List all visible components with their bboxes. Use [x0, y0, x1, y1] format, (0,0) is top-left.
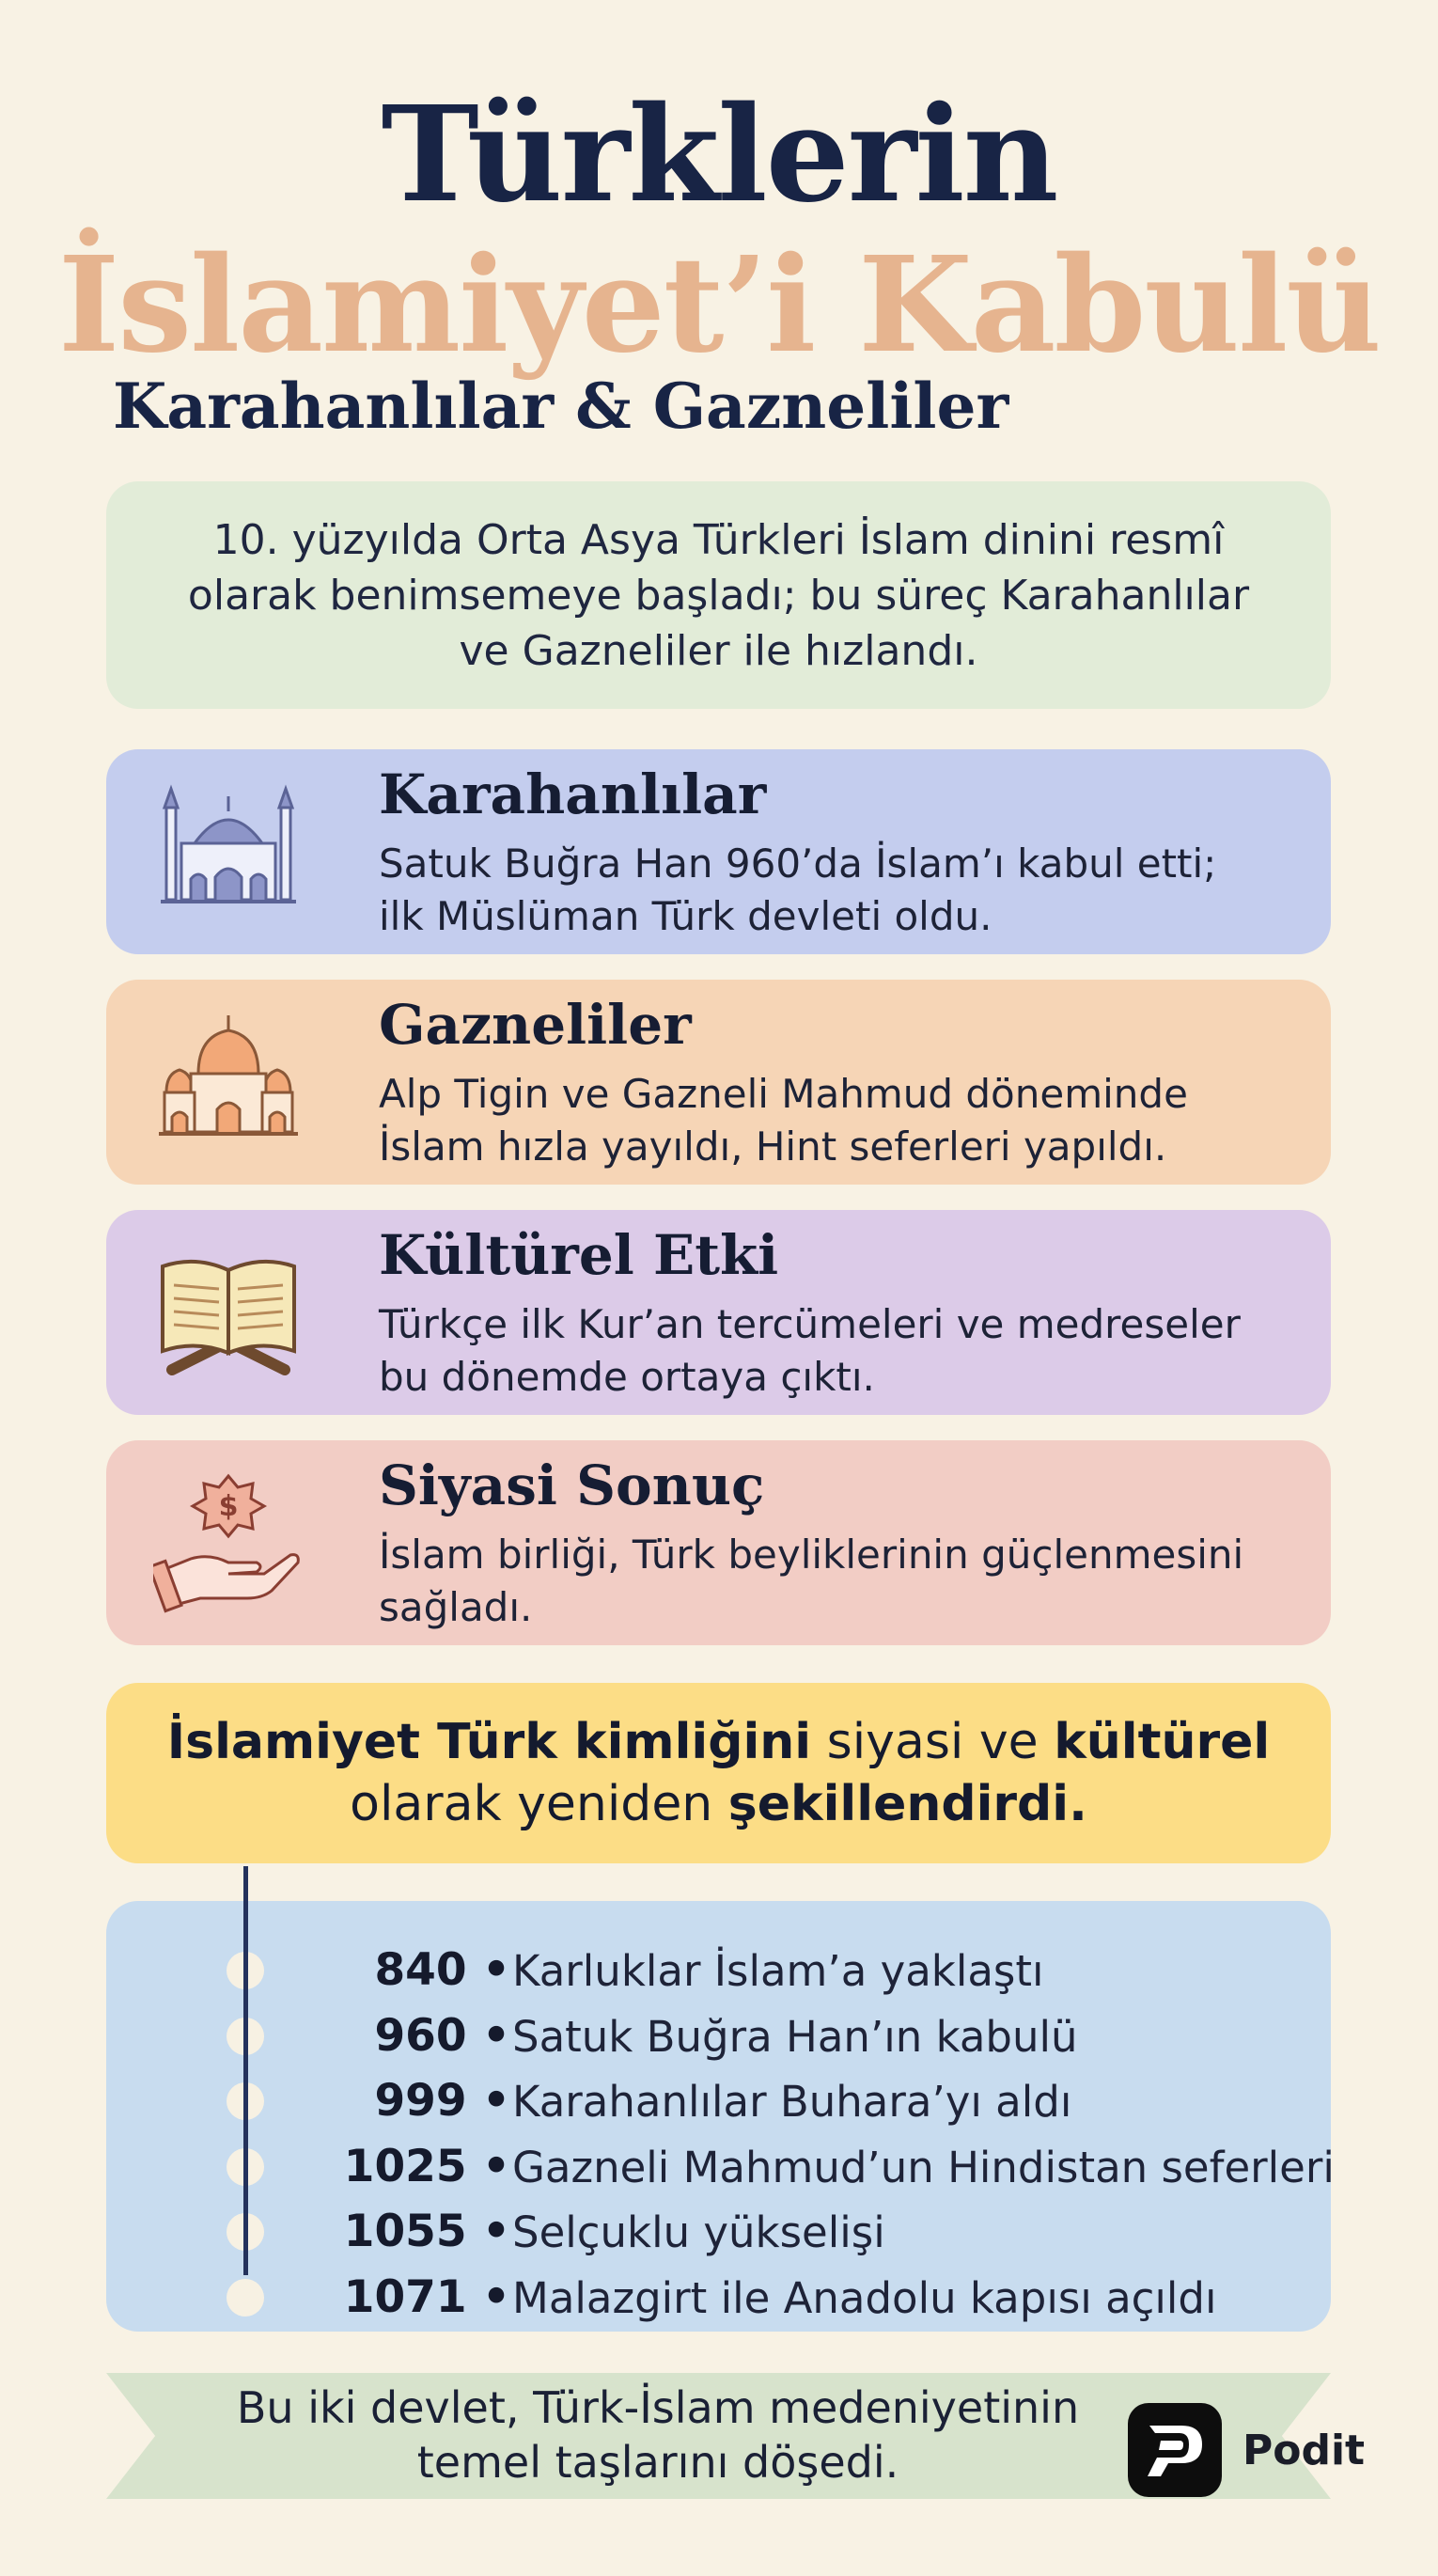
podit-logo-icon [1128, 2403, 1222, 2497]
section-title: Kültürel Etki [379, 1223, 779, 1287]
highlight-bold: İslamiyet Türk kimliğini [166, 1714, 812, 1770]
section-text-line: Türkçe ilk Kur’an tercümeleri ve medreseler [379, 1301, 1241, 1347]
timeline-box [106, 1901, 1335, 2332]
section-text [379, 1298, 1241, 1404]
timeline-row [106, 2200, 1331, 2266]
timeline-list [106, 1939, 1335, 2331]
section-gazneliler [106, 980, 1331, 1185]
highlight-normal: siyasi ve [811, 1714, 1055, 1770]
timeline-row [106, 2004, 1331, 2070]
timeline-year: 1071 • [343, 2270, 510, 2323]
section-text-line: sağladı. [379, 1584, 533, 1630]
section-text-line: İslam hızla yayıldı, Hint seferleri yapıldı. [379, 1123, 1167, 1170]
section-text-line: ilk Müslüman Türk devleti oldu. [379, 893, 993, 939]
section-text [379, 1529, 1243, 1634]
intro-line: 10. yüzyılda Orta Asya Türkleri İslam dinini resmî [212, 515, 1225, 564]
timeline-event: Karluklar İslam’a yaklaştı [512, 1946, 1044, 1996]
timeline-row [106, 1939, 1331, 2004]
highlight-banner [106, 1683, 1331, 1863]
timeline-year: 999 • [374, 2075, 510, 2127]
footer-line: Bu iki devlet, Türk-İslam medeniyetinin [236, 2382, 1080, 2433]
timeline-event: Selçuklu yükselişi [512, 2207, 885, 2257]
footer-text [188, 2380, 1128, 2490]
page-subtitle: Karahanlılar & Gazneliler [113, 369, 1009, 443]
timeline-row [106, 2266, 1331, 2332]
section-kulturel-etki [106, 1210, 1331, 1415]
section-text-line: İslam birliği, Türk beyliklerinin güçlenmesini [379, 1531, 1244, 1578]
page-title: Türklerin [381, 78, 1057, 232]
open-quran-icon [153, 1238, 304, 1389]
highlight-line [167, 1773, 1270, 1835]
timeline-row [106, 2135, 1335, 2201]
section-title: Siyasi Sonuç [379, 1453, 765, 1517]
timeline-row [106, 2069, 1331, 2135]
section-text [379, 838, 1216, 943]
timeline-event: Karahanlılar Buhara’yı aldı [512, 2077, 1072, 2127]
timeline-event: Malazgirt ile Anadolu kapısı açıldı [512, 2272, 1217, 2323]
section-text-line: bu dönemde ortaya çıktı. [379, 1354, 875, 1400]
domed-mosque-icon [153, 1008, 304, 1158]
timeline-event: Satuk Buğra Han’ın kabulü [512, 2011, 1078, 2062]
timeline-event: Gazneli Mahmud’un Hindistan seferleri [512, 2142, 1335, 2192]
section-text [379, 1068, 1188, 1173]
intro-line: ve Gazneliler ile hızlandı. [459, 626, 978, 675]
highlight-normal: olarak yeniden [350, 1776, 728, 1832]
svg-text:$: $ [218, 1490, 239, 1523]
timeline-year: 1025 • [343, 2140, 510, 2192]
timeline-connector [243, 1866, 248, 2275]
intro-card [106, 481, 1331, 709]
hand-coin-icon [153, 1469, 304, 1619]
section-text-line: Alp Tigin ve Gazneli Mahmud döneminde [379, 1071, 1188, 1117]
page-title-highlight: İslamiyet’i Kabulü [57, 228, 1381, 383]
highlight-bold: şekillendirdi. [727, 1776, 1087, 1832]
section-siyasi-sonuc [106, 1440, 1331, 1645]
timeline-dot [227, 2279, 264, 2317]
highlight-line [167, 1711, 1270, 1773]
section-karahanlilar [106, 749, 1331, 954]
section-title: Karahanlılar [379, 762, 767, 826]
brand-badge[interactable] [1128, 2403, 1365, 2497]
timeline-year: 840 • [374, 1944, 510, 1996]
footer-line: temel taşlarını döşedi. [416, 2437, 899, 2488]
section-title: Gazneliler [379, 993, 692, 1057]
highlight-bold: kültürel [1054, 1714, 1271, 1770]
mosque-icon [153, 778, 304, 928]
brand-name: Podit [1243, 2426, 1366, 2474]
timeline-year: 1055 • [343, 2206, 510, 2257]
title-block [0, 78, 1438, 385]
timeline-year: 960 • [374, 2009, 510, 2062]
intro-line: olarak benimsemeye başladı; bu süreç Karahanlılar [187, 571, 1250, 620]
section-text-line: Satuk Buğra Han 960’da İslam’ı kabul etti; [379, 840, 1217, 887]
